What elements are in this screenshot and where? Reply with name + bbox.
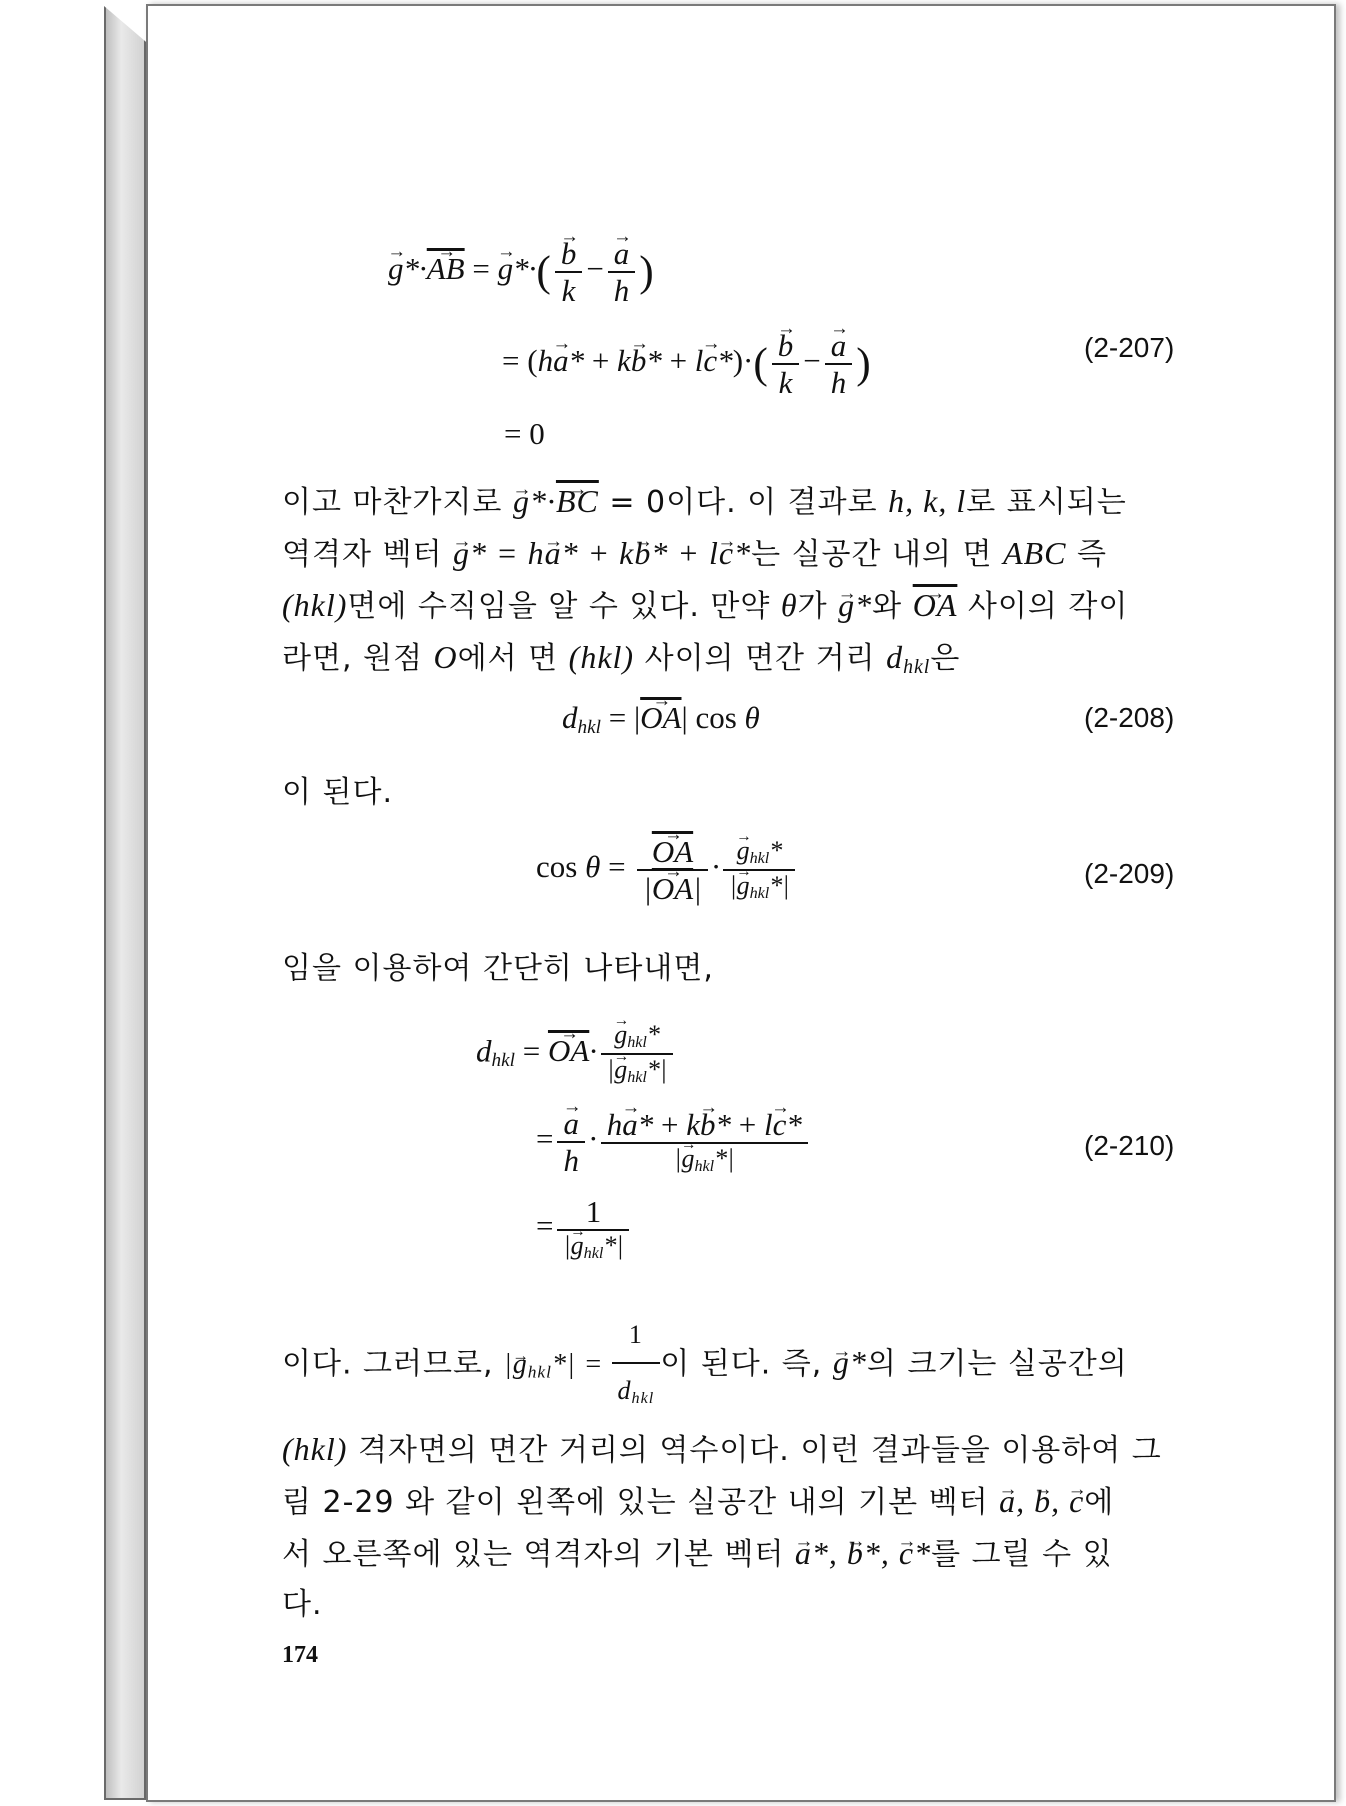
page-number: 174 (282, 1642, 318, 1668)
equation-number-2-209: (2-209) (1084, 858, 1175, 889)
paragraph-3: 임을 이용하여 간단히 나타내면, (282, 951, 714, 986)
paragraph-4 (282, 1310, 1182, 1630)
paragraph-4-line-4: 서 오른쪽에 있는 역격자의 기본 벡터 → a*, → b*, → c*를 그릴 수 있 (282, 1528, 1182, 1580)
equation-2-210-line-1: $d_{hkl}$ = → $\overline{OA}\cdot$ → $\frac{g_{hkl}*}{|\to g_{hkl}*|}$ (476, 1022, 677, 1086)
paragraph-1-line-4: 라면, 원점 O에서 면 (hkl) 사이의 면간 거리 $d_{hkl}$은 (282, 639, 961, 678)
equation-2-210-line-3: = $\frac{1}{|\to g_{hkl}*|}$ (536, 1196, 633, 1262)
paragraph-4-line-5: 다. (282, 1587, 323, 1623)
equation-number-2-207: (2-207) (1084, 332, 1175, 363)
paragraph-1 (282, 476, 1182, 692)
paragraph-4-line-3: 림 2-29 와 같이 왼쪽에 있는 실공간 내의 기본 벡터 → a, → b, → c에 (282, 1476, 1182, 1528)
equation-2-207-line-2: = (h→ a* + k→ b* + l→ c*)·( → $\frac{b}{k}$ − → $\frac{a}{h}$ ) (502, 330, 871, 398)
paragraph-2: 이 된다. (282, 775, 394, 810)
paragraph-4-line-1: 이다. 그러므로, |→ $g_{hkl}*|$ = $\frac{1}{d_{hkl}}$ 이 된다. 즉, → g*의 크기는 실공간의 (282, 1310, 1182, 1424)
equation-2-208: $d_{hkl}$ = |→ $\overline{OA}|$ cos θ (562, 702, 760, 737)
paragraph-1-line-3: (hkl)면에 수직임을 알 수 있다. 만약 θ가 → g*와 → $\overline{OA}$ 사이의 각이 (282, 580, 1182, 632)
equation-2-209: cos θ = → $\frac{\overline{OA}}{|\to \overline{OA}|}$ · → $\frac{g_{hkl}*}{|\to g_{hkl}*|}$ (536, 836, 799, 904)
equation-2-210-line-2: = → $\frac{a}{h}$ · $\frac{h\to a* + k\to b* + l\to c*}{|\to g_{hkl}*|}$ (536, 1108, 812, 1176)
paragraph-4-line-2: (hkl) 격자면의 면간 거리의 역수이다. 이런 결과들을 이용하여 그 (282, 1431, 1162, 1469)
paragraph-1-line-2: 역격자 벡터 → g* = h→ a* + k→ b* + l→ c*는 실공간 내의 면 ABC 즉 (282, 528, 1182, 580)
equation-2-207-line-3: = 0 (504, 416, 545, 451)
book-spine (104, 6, 146, 1800)
paragraph-1-line-1: 이고 마찬가지로 → $g*\cdot\to \overline{BC} = 0$이다. 이 결과로 h, k, l로 표시되는 (282, 476, 1182, 528)
equation-2-207-line-1: → $g*\cdot\to \overline{AB}$ = → g*·( → $\frac{b}{k}$ − → $\frac{a}{h}$ ) (388, 238, 654, 306)
equation-number-2-208: (2-208) (1084, 702, 1175, 733)
equation-number-2-210: (2-210) (1084, 1130, 1175, 1161)
